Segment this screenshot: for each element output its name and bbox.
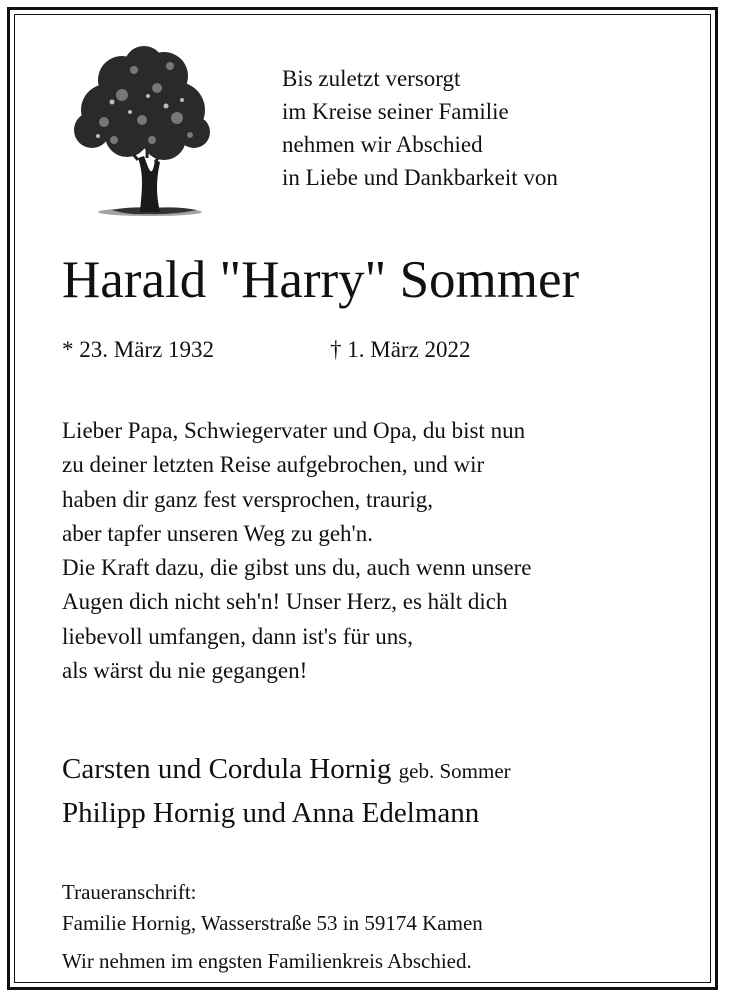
mourner-names: Carsten und Cordula Hornig bbox=[62, 753, 392, 785]
address-line: Familie Hornig, Wasserstraße 53 in 59174 Kamen bbox=[62, 911, 483, 935]
intro-text bbox=[282, 62, 558, 194]
poem-text bbox=[62, 414, 531, 688]
tree-icon bbox=[52, 40, 212, 220]
poem-line: liebevoll umfangen, dann ist's für uns, bbox=[62, 623, 413, 649]
nee-note: geb. Sommer bbox=[398, 759, 511, 783]
intro-line: nehmen wir Abschied bbox=[282, 132, 483, 157]
poem-line: haben dir ganz fest versprochen, traurig, bbox=[62, 486, 434, 512]
poem-line: zu deiner letzten Reise aufgebrochen, und wir bbox=[62, 452, 485, 478]
birth-date: * 23. März 1932 bbox=[62, 337, 215, 362]
death-date: † 1. März 2022 bbox=[330, 337, 471, 362]
life-dates bbox=[62, 334, 471, 366]
mourners bbox=[62, 748, 511, 834]
intro-line: Bis zuletzt versorgt bbox=[282, 66, 461, 91]
poem-line: Lieber Papa, Schwiegervater und Opa, du bist nun bbox=[62, 418, 526, 443]
poem-line: aber tapfer unseren Weg zu geh'n. bbox=[62, 520, 373, 546]
deceased-name: Harald "Harry" Sommer bbox=[62, 251, 580, 309]
mourners-line-1 bbox=[62, 748, 511, 792]
mourners-line-2: Philipp Hornig und Anna Edelmann bbox=[62, 797, 480, 829]
poem-line: Augen dich nicht seh'n! Unser Herz, es hält dich bbox=[62, 589, 508, 615]
address-label: Traueranschrift: bbox=[62, 880, 197, 904]
poem-line: als wärst du nie gegangen! bbox=[62, 658, 308, 684]
intro-line: im Kreise seiner Familie bbox=[282, 99, 509, 124]
intro-line: in Liebe und Dankbarkeit von bbox=[282, 165, 558, 190]
address-block bbox=[62, 877, 483, 977]
farewell-note: Wir nehmen im engsten Familienkreis Abschied. bbox=[62, 949, 472, 973]
poem-line: Die Kraft dazu, die gibst uns du, auch wenn unsere bbox=[62, 555, 532, 581]
